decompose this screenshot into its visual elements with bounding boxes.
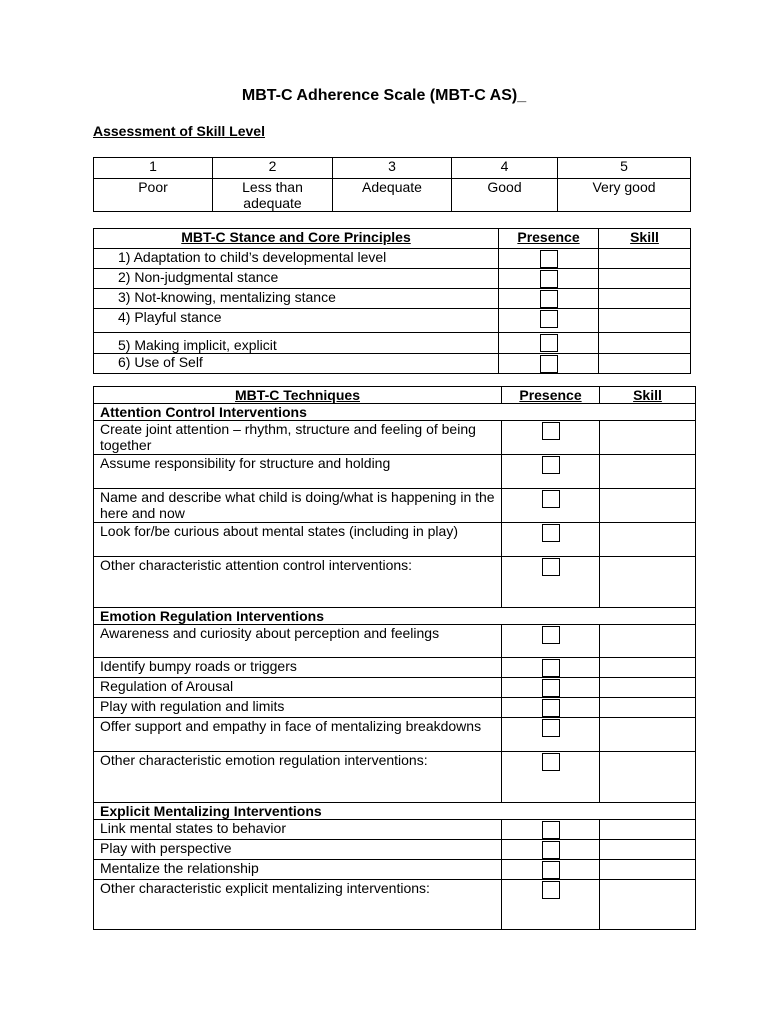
- presence-checkbox[interactable]: [540, 250, 558, 268]
- presence-checkbox[interactable]: [542, 659, 560, 677]
- presence-cell: [502, 820, 600, 840]
- presence-cell: [502, 678, 600, 698]
- presence-checkbox[interactable]: [542, 626, 560, 644]
- presence-cell: [502, 625, 600, 658]
- scale-label: Good: [452, 179, 558, 212]
- technique-item: Play with regulation and limits: [94, 698, 502, 718]
- technique-item: Other characteristic emotion regulation interventions:: [94, 752, 502, 803]
- presence-checkbox[interactable]: [540, 290, 558, 308]
- presence-checkbox[interactable]: [542, 490, 560, 508]
- scale-number: 1: [94, 158, 213, 179]
- presence-cell: [502, 523, 600, 557]
- presence-checkbox[interactable]: [542, 456, 560, 474]
- skill-cell[interactable]: [600, 678, 696, 698]
- skill-cell[interactable]: [600, 820, 696, 840]
- presence-checkbox[interactable]: [540, 334, 558, 352]
- technique-item: Name and describe what child is doing/what is happening in the here and now: [94, 489, 502, 523]
- presence-cell: [502, 658, 600, 678]
- skill-cell[interactable]: [600, 752, 696, 803]
- presence-cell: [499, 309, 599, 333]
- stance-item: 3) Not-knowing, mentalizing stance: [94, 289, 499, 309]
- presence-cell: [502, 455, 600, 489]
- stance-item: 1) Adaptation to child’s developmental level: [94, 249, 499, 269]
- presence-cell: [499, 354, 599, 374]
- stance-item: 4) Playful stance: [94, 309, 499, 333]
- technique-item: Other characteristic attention control interventions:: [94, 557, 502, 608]
- technique-item: Look for/be curious about mental states (including in play): [94, 523, 502, 557]
- presence-checkbox[interactable]: [540, 270, 558, 288]
- skill-cell[interactable]: [600, 557, 696, 608]
- presence-cell: [502, 840, 600, 860]
- skill-cell[interactable]: [600, 860, 696, 880]
- presence-checkbox[interactable]: [542, 841, 560, 859]
- presence-checkbox[interactable]: [540, 355, 558, 373]
- presence-checkbox[interactable]: [540, 310, 558, 328]
- skill-cell[interactable]: [600, 455, 696, 489]
- presence-cell: [502, 880, 600, 930]
- skill-cell[interactable]: [600, 718, 696, 752]
- presence-cell: [502, 752, 600, 803]
- skill-header: Skill: [599, 229, 691, 249]
- technique-item: Identify bumpy roads or triggers: [94, 658, 502, 678]
- skill-cell[interactable]: [600, 880, 696, 930]
- skill-cell[interactable]: [600, 698, 696, 718]
- skill-scale-table: [93, 157, 691, 212]
- skill-cell[interactable]: [599, 289, 691, 309]
- skill-cell[interactable]: [600, 840, 696, 860]
- techniques-table: [93, 386, 696, 930]
- stance-item: 6) Use of Self: [94, 354, 499, 374]
- presence-checkbox[interactable]: [542, 699, 560, 717]
- section-title-emotion-regulation: Emotion Regulation Interventions: [94, 608, 696, 625]
- presence-cell: [499, 289, 599, 309]
- technique-item: Regulation of Arousal: [94, 678, 502, 698]
- presence-cell: [499, 249, 599, 269]
- technique-item: Play with perspective: [94, 840, 502, 860]
- technique-item: Awareness and curiosity about perception and feelings: [94, 625, 502, 658]
- section-title-attention-control: Attention Control Interventions: [94, 404, 696, 421]
- presence-checkbox[interactable]: [542, 753, 560, 771]
- stance-header: MBT-C Stance and Core Principles: [94, 229, 499, 249]
- presence-cell: [499, 269, 599, 289]
- presence-header: Presence: [499, 229, 599, 249]
- technique-item: Mentalize the relationship: [94, 860, 502, 880]
- skill-cell[interactable]: [599, 309, 691, 333]
- technique-item: Create joint attention – rhythm, structure and feeling of being together: [94, 421, 502, 455]
- skill-cell[interactable]: [600, 421, 696, 455]
- skill-cell[interactable]: [600, 625, 696, 658]
- presence-cell: [502, 489, 600, 523]
- section-title-explicit-mentalizing: Explicit Mentalizing Interventions: [94, 803, 696, 820]
- presence-checkbox[interactable]: [542, 821, 560, 839]
- scale-label: Adequate: [333, 179, 452, 212]
- stance-table: [93, 228, 691, 374]
- presence-cell: [499, 333, 599, 354]
- presence-cell: [502, 557, 600, 608]
- technique-item: Link mental states to behavior: [94, 820, 502, 840]
- skill-cell[interactable]: [599, 249, 691, 269]
- scale-label: Less than adequate: [213, 179, 333, 212]
- presence-cell: [502, 718, 600, 752]
- skill-cell[interactable]: [600, 523, 696, 557]
- scale-number: 5: [558, 158, 691, 179]
- scale-label: Poor: [94, 179, 213, 212]
- presence-checkbox[interactable]: [542, 558, 560, 576]
- presence-checkbox[interactable]: [542, 422, 560, 440]
- technique-item: Other characteristic explicit mentalizing interventions:: [94, 880, 502, 930]
- stance-item: 2) Non-judgmental stance: [94, 269, 499, 289]
- presence-header: Presence: [502, 387, 600, 404]
- skill-cell[interactable]: [599, 333, 691, 354]
- presence-checkbox[interactable]: [542, 861, 560, 879]
- presence-checkbox[interactable]: [542, 524, 560, 542]
- presence-checkbox[interactable]: [542, 719, 560, 737]
- scale-number: 4: [452, 158, 558, 179]
- presence-cell: [502, 421, 600, 455]
- document-title: MBT-C Adherence Scale (MBT-C AS)_: [241, 87, 527, 104]
- techniques-header: MBT-C Techniques: [94, 387, 502, 404]
- scale-label: Very good: [558, 179, 691, 212]
- presence-checkbox[interactable]: [542, 881, 560, 899]
- skill-cell[interactable]: [599, 354, 691, 374]
- section-subtitle: Assessment of Skill Level: [93, 123, 265, 139]
- stance-item: 5) Making implicit, explicit: [94, 333, 499, 354]
- presence-cell: [502, 860, 600, 880]
- presence-checkbox[interactable]: [542, 679, 560, 697]
- technique-item: Assume responsibility for structure and holding: [94, 455, 502, 489]
- skill-header: Skill: [600, 387, 696, 404]
- skill-cell[interactable]: [600, 489, 696, 523]
- technique-item: Offer support and empathy in face of mentalizing breakdowns: [94, 718, 502, 752]
- scale-number: 3: [333, 158, 452, 179]
- presence-cell: [502, 698, 600, 718]
- skill-cell[interactable]: [599, 269, 691, 289]
- skill-cell[interactable]: [600, 658, 696, 678]
- scale-number: 2: [213, 158, 333, 179]
